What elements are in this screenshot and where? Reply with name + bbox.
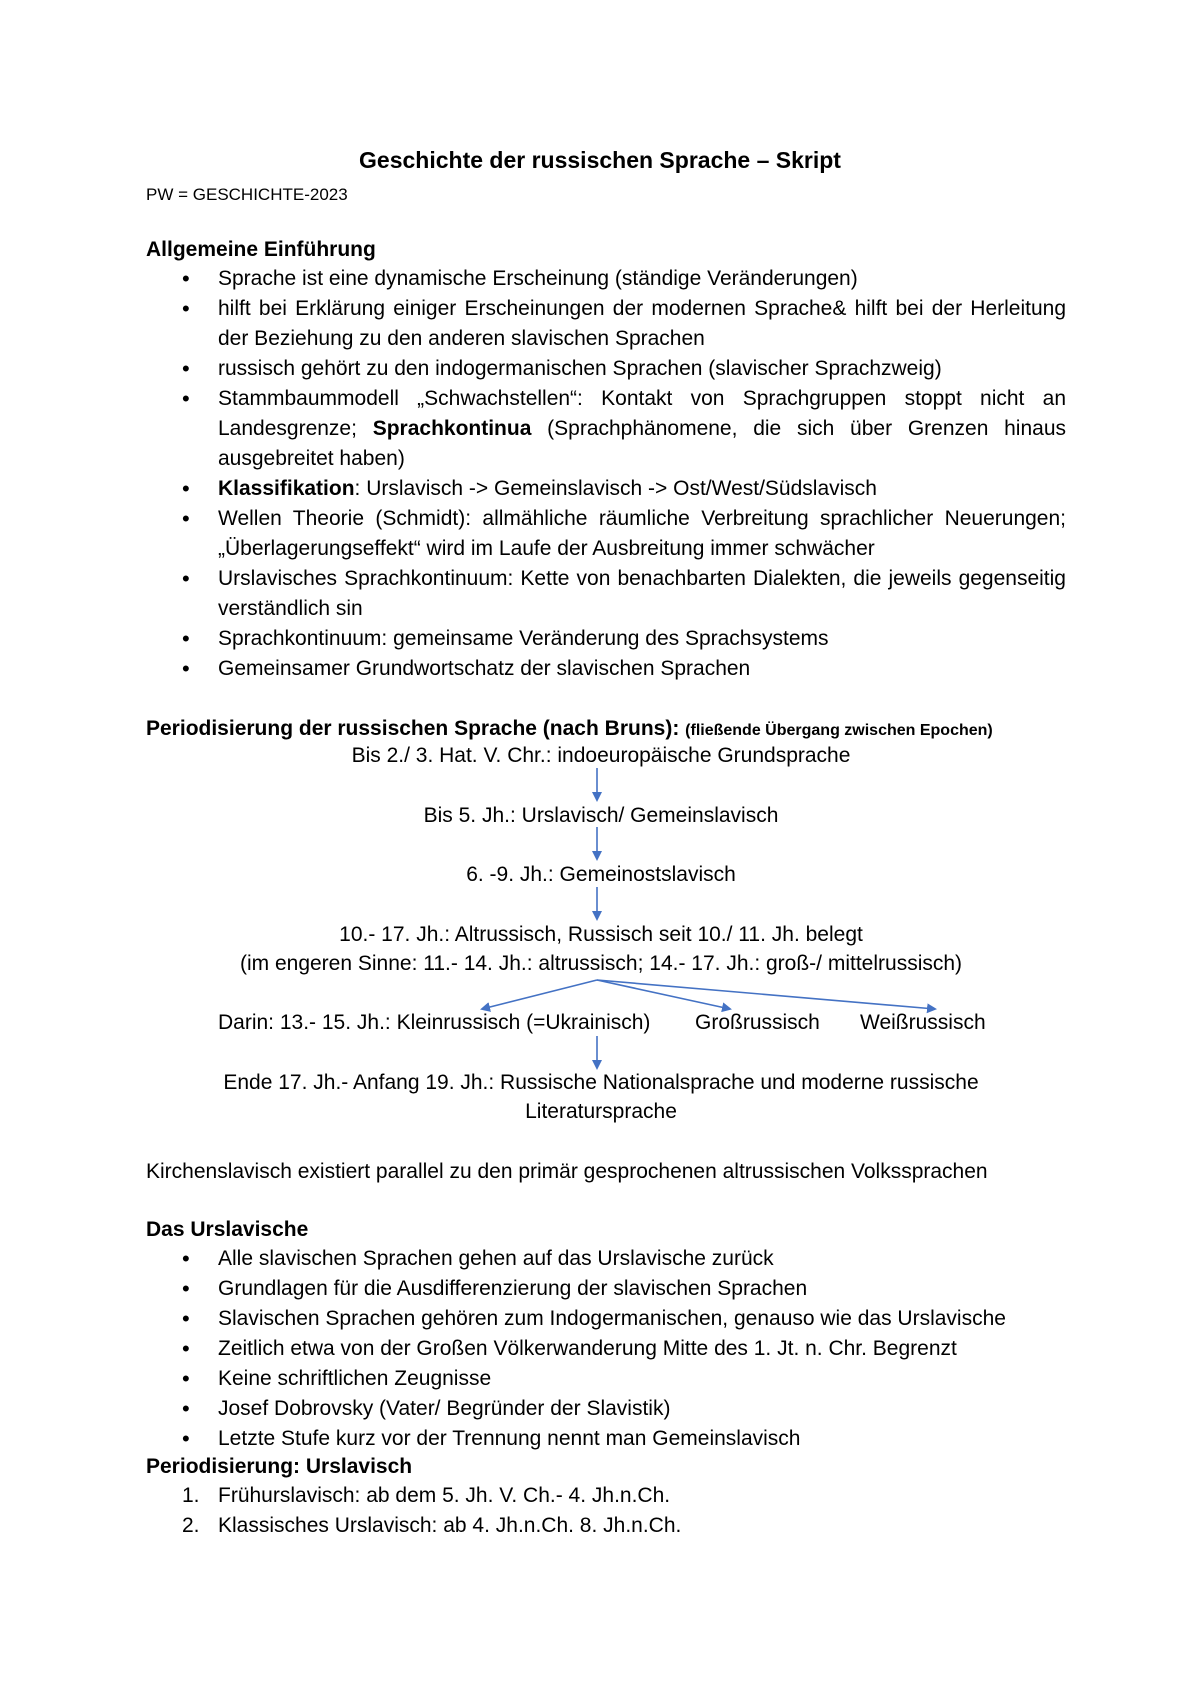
list-item: • Stammbaummodell „Schwachstellen“: Kontakt von Sprachgruppen stoppt nicht an Landesgrenze; Sprachkontinua (Sprachphänomene, die sich über Grenzen hinaus ausgebreitet haben) xyxy=(0,384,1066,474)
pw-line: PW = GESCHICHTE-2023 xyxy=(146,185,348,204)
section-heading-urslav: Das Urslavische xyxy=(146,1218,309,1241)
period-step-6a: Ende 17. Jh.- Anfang 19. Jh.: Russische Nationalsprache und moderne russische xyxy=(223,1071,979,1094)
period-step-1: Bis 2./ 3. Hat. V. Chr.: indoeuropäische Grundsprache xyxy=(351,744,851,767)
list-item: • russisch gehört zu den indogermanischen Sprachen (slavischer Sprachzweig) xyxy=(0,354,1066,384)
list-item: • Klassifikation: Urslavisch -> Gemeinslavisch -> Ost/West/Südslavisch xyxy=(0,474,1066,504)
list-item: • Keine schriftlichen Zeugnisse xyxy=(0,1364,1066,1394)
list-item: • Slavischen Sprachen gehören zum Indogermanischen, genauso wie das Urslavische xyxy=(0,1304,1066,1334)
urslav-list xyxy=(0,1244,1066,1454)
list-item: 1. Frühurslavisch: ab dem 5. Jh. V. Ch.- 4. Jh.n.Ch. xyxy=(182,1484,671,1507)
list-item: 2. Klassisches Urslavisch: ab 4. Jh.n.Ch. 8. Jh.n.Ch. xyxy=(182,1514,682,1537)
section-heading-urslav-periods: Periodisierung: Urslavisch xyxy=(146,1455,413,1478)
list-item: • Grundlagen für die Ausdifferenzierung der slavischen Sprachen xyxy=(0,1274,1066,1304)
list-item: • Letzte Stufe kurz vor der Trennung nennt man Gemeinslavisch xyxy=(0,1424,1066,1454)
church-paragraph: Kirchenslavisch existiert parallel zu den primär gesprochenen altrussischen Volkssprachen xyxy=(146,1160,988,1183)
period-step-4a: 10.- 17. Jh.: Altrussisch, Russisch seit 10./ 11. Jh. belegt xyxy=(339,923,863,946)
list-item: • Zeitlich etwa von der Großen Völkerwanderung Mitte des 1. Jt. n. Chr. Begrenzt xyxy=(0,1334,1066,1364)
arrow-branch-right xyxy=(597,980,935,1009)
arrow-branch-mid xyxy=(597,980,730,1009)
list-item: • Josef Dobrovsky (Vater/ Begründer der Slavistik) xyxy=(0,1394,1066,1424)
section-heading-intro: Allgemeine Einführung xyxy=(146,238,376,261)
list-item: • Sprache ist eine dynamische Erscheinung (ständige Veränderungen) xyxy=(0,264,1066,294)
branch-weissrussisch: Weißrussisch xyxy=(860,1011,986,1034)
branch-kleinrussisch: Darin: 13.- 15. Jh.: Kleinrussisch (=Ukrainisch) xyxy=(218,1011,651,1034)
period-step-4b: (im engeren Sinne: 11.- 14. Jh.: altrussisch; 14.- 17. Jh.: groß-/ mittelrussisch) xyxy=(239,952,963,975)
intro-list xyxy=(0,264,1066,684)
branch-grossrussisch: Großrussisch xyxy=(695,1011,820,1034)
section-heading-periods: Periodisierung der russischen Sprache (nach Bruns): (fließende Übergang zwischen Epochen) xyxy=(146,717,993,740)
list-item: • Wellen Theorie (Schmidt): allmähliche räumliche Verbreitung sprachlicher Neuerungen; „Überlagerungseffekt“ wird im Laufe der Ausbreitung immer schwächer xyxy=(0,504,1066,564)
list-item: • Sprachkontinuum: gemeinsame Veränderung des Sprachsystems xyxy=(0,624,1066,654)
list-item: • Gemeinsamer Grundwortschatz der slavischen Sprachen xyxy=(0,654,1066,684)
list-item: • Urslavisches Sprachkontinuum: Kette von benachbarten Dialekten, die jeweils gegenseitig verständlich sin xyxy=(0,564,1066,624)
page-title: Geschichte der russischen Sprache – Skript xyxy=(359,147,841,173)
period-step-2: Bis 5. Jh.: Urslavisch/ Gemeinslavisch xyxy=(423,804,779,827)
arrow-branch-left xyxy=(482,980,597,1009)
urslav-periods-list xyxy=(0,1481,1066,1541)
list-item: • Alle slavischen Sprachen gehen auf das Urslavische zurück xyxy=(0,1244,1066,1274)
period-step-3: 6. -9. Jh.: Gemeinostslavisch xyxy=(466,863,736,886)
period-step-6b: Literatursprache xyxy=(525,1100,677,1123)
list-item: • hilft bei Erklärung einiger Erscheinungen der modernen Sprache& hilft bei der Herleitung der Beziehung zu den anderen slavischen Sprachen xyxy=(0,294,1066,354)
